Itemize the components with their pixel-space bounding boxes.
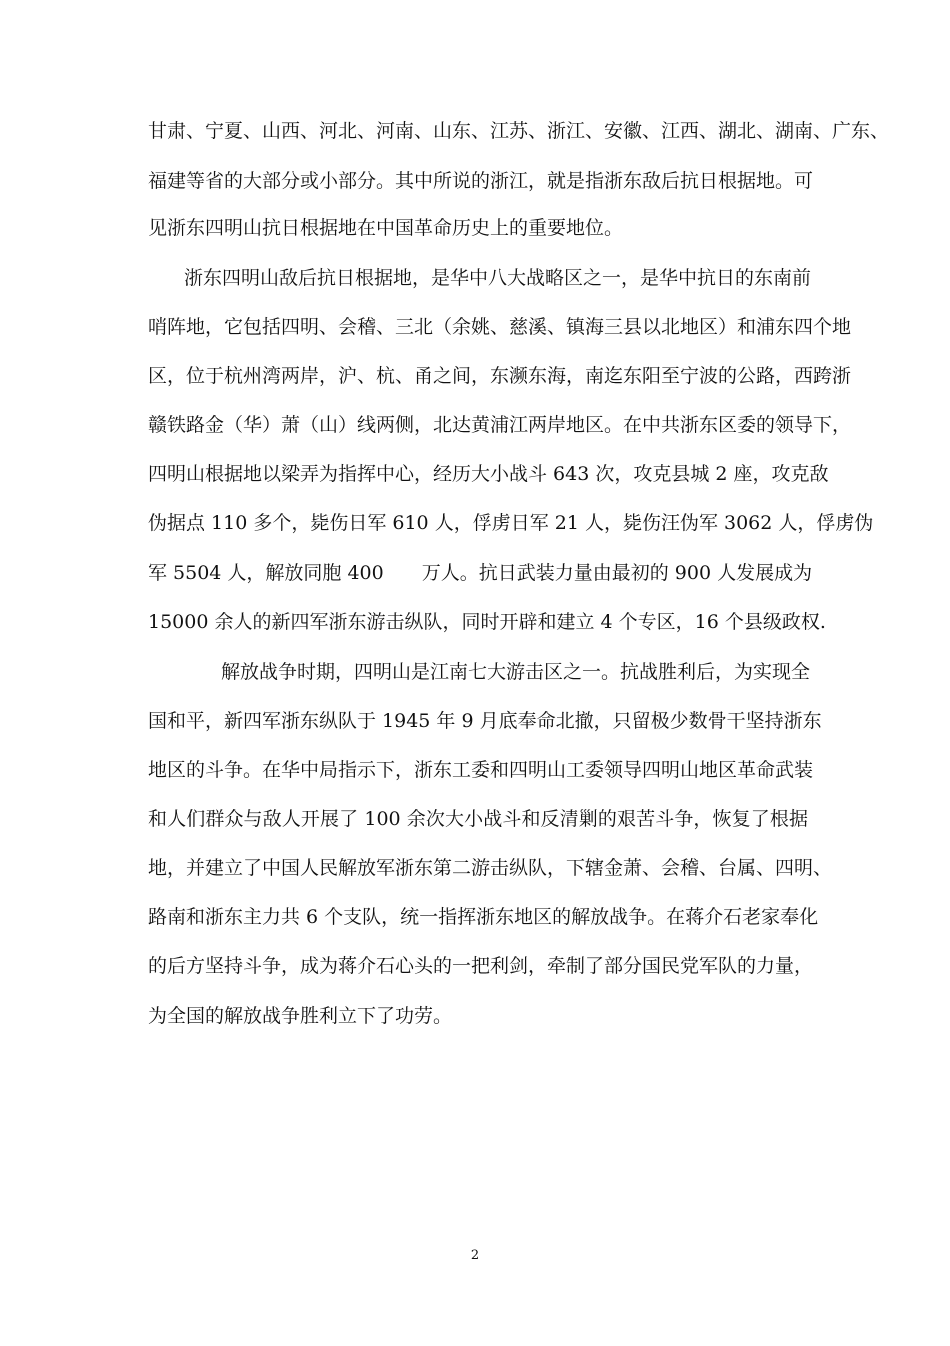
text-line: 见浙东四明山抗日根据地在中国革命历史上的重要地位。 xyxy=(148,217,624,239)
page-number: 2 xyxy=(470,1248,480,1263)
text-line: 国和平，新四军浙东纵队于 1945 年 9 月底奉命北撤，只留极少数骨干坚持浙东 xyxy=(148,710,822,732)
text-line: 为全国的解放战争胜利立下了功劳。 xyxy=(148,1005,453,1027)
text-line: 军 5504 人，解放同胞 400 万人。抗日武装力量由最初的 900 人发展成为 xyxy=(148,562,813,584)
text-line: 地，并建立了中国人民解放军浙东第二游击纵队，下辖金萧、会稽、台属、四明、 xyxy=(148,857,833,879)
text-line: 15000 余人的新四军浙东游击纵队，同时开辟和建立 4 个专区，16 个县级政权. xyxy=(148,611,826,633)
text-line: 赣铁路金（华）萧（山）线两侧，北达黄浦江两岸地区。在中共浙东区委的领导下， xyxy=(148,414,852,436)
text-line: 解放战争时期，四明山是江南七大游击区之一。抗战胜利后，为实现全 xyxy=(221,661,811,683)
text-line: 甘肃、宁夏、山西、河北、河南、山东、江苏、浙江、安徽、江西、湖北、湖南、广东、 xyxy=(148,120,890,142)
text-line: 地区的斗争。在华中局指示下，浙东工委和四明山工委领导四明山地区革命武装 xyxy=(148,759,814,781)
text-line: 浙东四明山敌后抗日根据地，是华中八大战略区之一，是华中抗日的东南前 xyxy=(184,267,812,289)
text-line: 伪据点 110 多个，毙伤日军 610 人，俘虏日军 21 人，毙伤汪伪军 3062 人，俘虏伪 xyxy=(148,512,874,534)
text-line: 哨阵地，它包括四明、会稽、三北（余姚、慈溪、镇海三县以北地区）和浦东四个地 xyxy=(148,316,852,338)
text-line: 的后方坚持斗争，成为蒋介石心头的一把利剑，牵制了部分国民党军队的力量， xyxy=(148,955,814,977)
text-line: 四明山根据地以梁弄为指挥中心，经历大小战斗 643 次，攻克县城 2 座，攻克敌 xyxy=(148,463,829,485)
text-line: 和人们群众与敌人开展了 100 余次大小战斗和反清剿的艰苦斗争，恢复了根据 xyxy=(148,808,808,830)
text-line: 路南和浙东主力共 6 个支队，统一指挥浙东地区的解放战争。在蒋介石老家奉化 xyxy=(148,906,819,928)
text-line: 福建等省的大部分或小部分。其中所说的浙江，就是指浙东敌后抗日根据地。可 xyxy=(148,170,814,192)
text-line: 区，位于杭州湾两岸，沪、杭、甬之间，东濒东海，南迄东阳至宁波的公路，西跨浙 xyxy=(148,365,852,387)
